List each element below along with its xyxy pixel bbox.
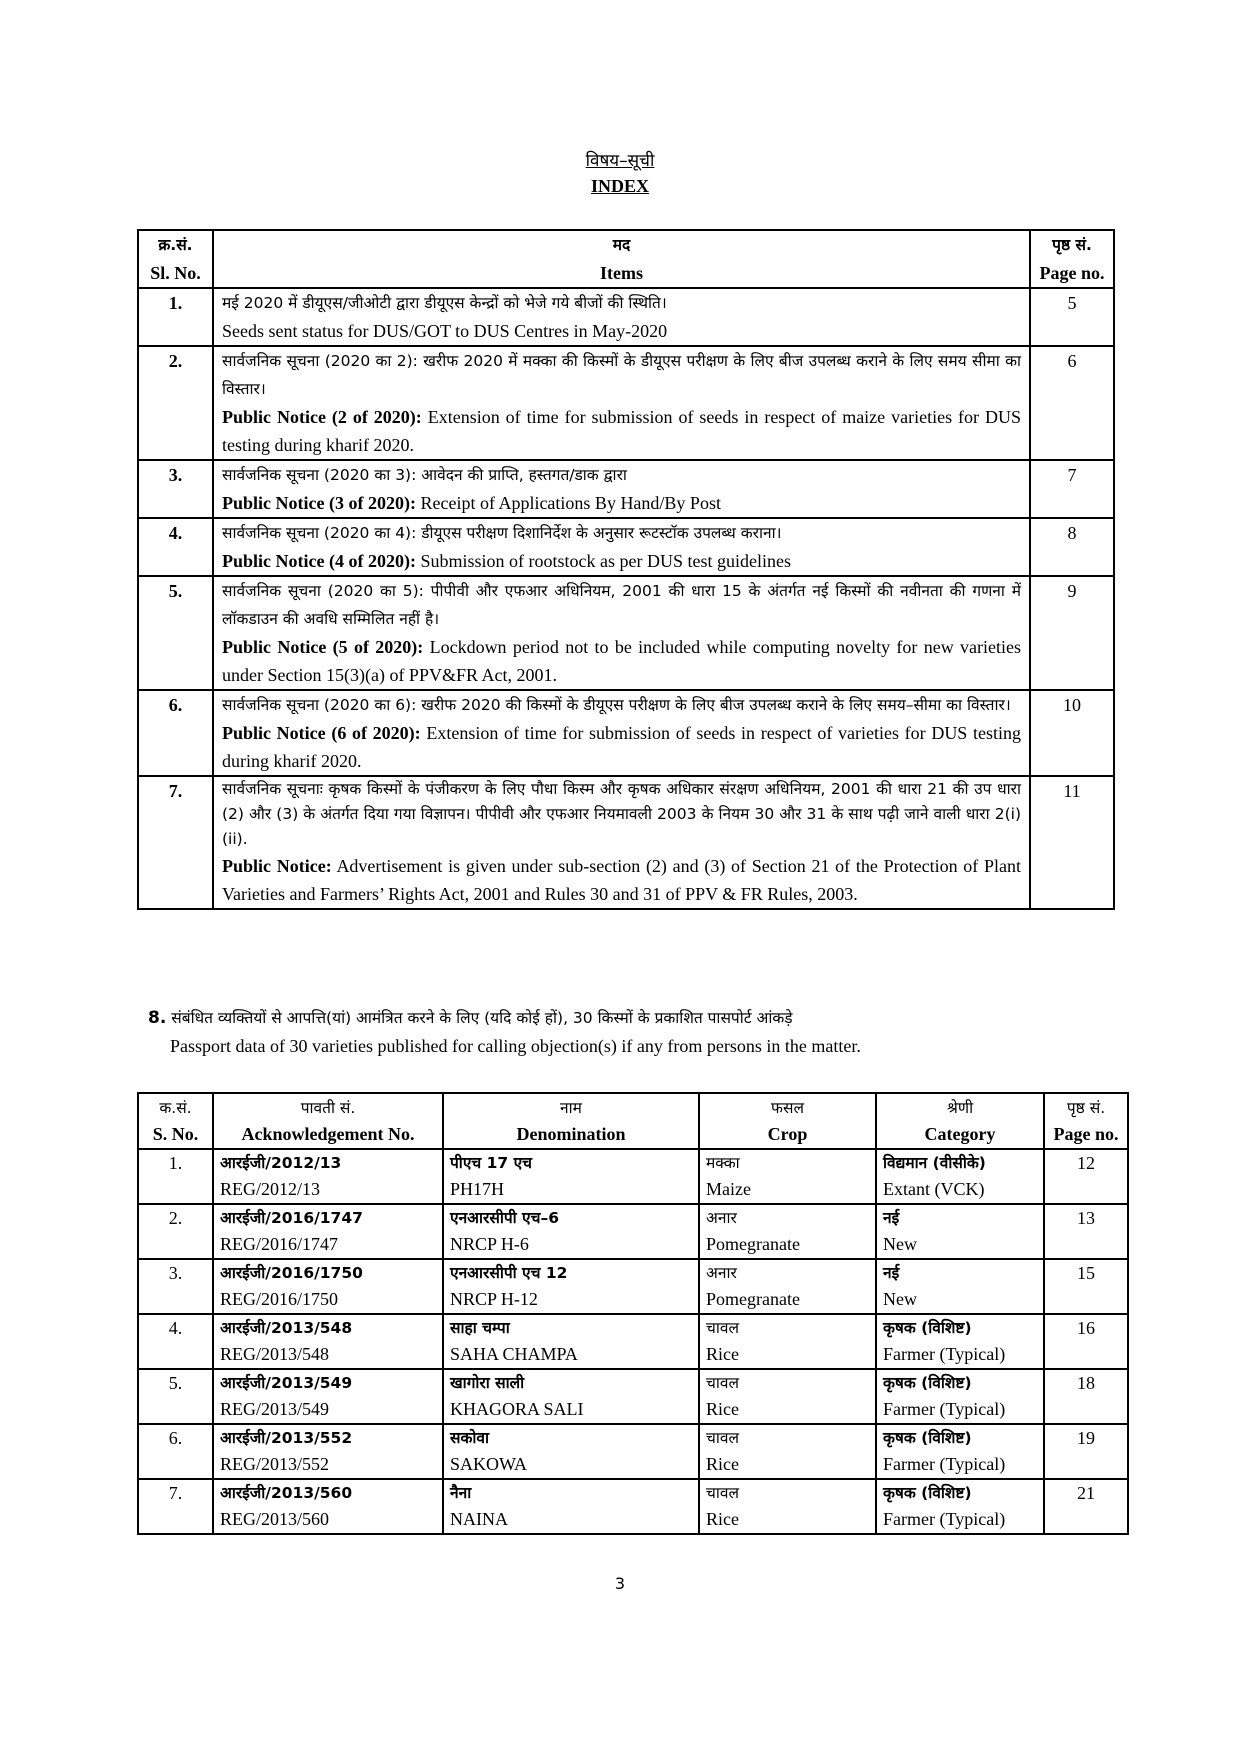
- acknowledgement-hindi: आरईजी/2016/1750: [220, 1264, 363, 1282]
- page-number: 3: [614, 1574, 626, 1593]
- section-8-number: 8.: [148, 1008, 167, 1028]
- index-row: [138, 776, 1114, 909]
- passport-row: [138, 1259, 1128, 1314]
- index-row: [138, 518, 1114, 576]
- header-sl-english: Sl. No.: [150, 263, 201, 283]
- category-hindi: कृषक (विशिष्ट): [883, 1429, 972, 1447]
- page-number-text: 15: [1077, 1263, 1095, 1283]
- item-english: Seeds sent status for DUS/GOT to DUS Centres in May-2020: [222, 321, 668, 341]
- page-number-cell: [1044, 1479, 1128, 1534]
- page-number-cell: [1044, 1149, 1128, 1204]
- page-number-cell: [1044, 1259, 1128, 1314]
- crop-cell: [699, 1424, 876, 1479]
- index-row: [138, 288, 1114, 346]
- crop-cell: [699, 1369, 876, 1424]
- acknowledgement-english: REG/2012/13: [220, 1179, 321, 1199]
- header-crop-hindi: फसल: [771, 1099, 804, 1117]
- acknowledgement-hindi: आरईजी/2013/548: [220, 1319, 353, 1337]
- denomination-english: SAHA CHAMPA: [450, 1344, 578, 1364]
- public-notice-label: Public Notice:: [222, 856, 332, 876]
- item-english: Receipt of Applications By Hand/By Post: [420, 493, 721, 513]
- passport-row: [138, 1479, 1128, 1534]
- category-english: Farmer (Typical): [883, 1399, 1006, 1419]
- passport-row: [138, 1424, 1128, 1479]
- crop-english: Rice: [706, 1454, 739, 1474]
- header-category: [876, 1093, 1044, 1149]
- item-english: Advertisement is given under sub-section (2) and (3) of Section 21 of the Protection of Plant Varieties and Farmers’ Rights Act, 2001 and Rules 30 and 31 of PPV & FR Rules, 2003.: [222, 856, 1022, 904]
- serial-number: 7.: [138, 776, 213, 909]
- item-english: Submission of rootstock as per DUS test guidelines: [420, 551, 791, 571]
- header-sl-hindi: क्र.सं.: [158, 236, 193, 254]
- header-page-hindi: पृष्ठ सं.: [1052, 236, 1092, 254]
- denomination-english: KHAGORA SALI: [450, 1399, 584, 1419]
- serial-number: [138, 1479, 213, 1534]
- item-cell: [213, 576, 1030, 690]
- header-items-english: Items: [600, 263, 643, 283]
- page-number-cell: 8: [1030, 518, 1114, 576]
- denomination-english: SAKOWA: [450, 1454, 528, 1474]
- acknowledgement-english: REG/2013/552: [220, 1454, 330, 1474]
- denomination-hindi: खागोरा साली: [450, 1374, 525, 1392]
- header-items-hindi: मद: [612, 236, 631, 254]
- denomination-english: NAINA: [450, 1509, 508, 1529]
- serial-number: [138, 1204, 213, 1259]
- item-cell: [213, 460, 1030, 518]
- denomination-english: PH17H: [450, 1179, 505, 1199]
- item-cell: [213, 518, 1030, 576]
- crop-hindi: चावल: [706, 1484, 739, 1502]
- denomination-cell: [443, 1424, 699, 1479]
- denomination-cell: [443, 1259, 699, 1314]
- header-denomination: [443, 1093, 699, 1149]
- header-page-no: [1044, 1093, 1128, 1149]
- page-number-cell: 6: [1030, 346, 1114, 460]
- item-english-line: [222, 719, 1021, 775]
- serial-number: [138, 1424, 213, 1479]
- serial-number-text: 2.: [168, 1208, 183, 1228]
- header-acknowledgement: [213, 1093, 443, 1149]
- public-notice-label: Public Notice (6 of 2020):: [222, 723, 421, 743]
- crop-cell: [699, 1314, 876, 1369]
- acknowledgement-english: REG/2013/560: [220, 1509, 330, 1529]
- public-notice-label: Public Notice (2 of 2020):: [222, 407, 422, 427]
- denomination-hindi: सकोवा: [450, 1429, 490, 1447]
- page-number-cell: [1044, 1424, 1128, 1479]
- category-cell: [876, 1259, 1044, 1314]
- denomination-hindi: एनआरसीपी एच–6: [450, 1209, 560, 1227]
- crop-hindi: मक्का: [706, 1154, 740, 1172]
- page-number-text: 18: [1077, 1373, 1095, 1393]
- header-sl-no: [138, 230, 213, 288]
- serial-number-text: 6.: [168, 1428, 183, 1448]
- header-s-no: [138, 1093, 213, 1149]
- category-hindi: नई: [883, 1264, 900, 1282]
- passport-data-table: [137, 1092, 1129, 1535]
- header-den-hindi: नाम: [560, 1099, 582, 1117]
- acknowledgement-hindi: आरईजी/2013/560: [220, 1484, 353, 1502]
- header-crop-english: Crop: [767, 1124, 808, 1144]
- page-number-text: 21: [1077, 1483, 1095, 1503]
- item-english-line: [222, 852, 1021, 908]
- header-sn-english: S. No.: [152, 1124, 199, 1144]
- acknowledgement-english: REG/2013/548: [220, 1344, 330, 1364]
- crop-hindi: चावल: [706, 1374, 739, 1392]
- item-cell: [213, 346, 1030, 460]
- section-8-english: Passport data of 30 varieties published for calling objection(s) if any from persons in the matter.: [170, 1036, 861, 1056]
- index-row: [138, 460, 1114, 518]
- page-number-cell: [1044, 1204, 1128, 1259]
- item-english: Extension of time for submission of seeds in respect of varieties for DUS testing during kharif 2020.: [222, 723, 1021, 771]
- denomination-hindi: पीएच 17 एच: [450, 1154, 533, 1172]
- category-cell: [876, 1204, 1044, 1259]
- crop-english: Rice: [706, 1399, 739, 1419]
- denomination-cell: [443, 1314, 699, 1369]
- header-cat-hindi: श्रेणी: [946, 1099, 974, 1117]
- item-english: Extension of time for submission of seeds in respect of maize varieties for DUS testing during kharif 2020.: [222, 407, 1021, 455]
- acknowledgement-cell: [213, 1204, 443, 1259]
- denomination-cell: [443, 1479, 699, 1534]
- page-number-cell: [1044, 1369, 1128, 1424]
- serial-number: 3.: [138, 460, 213, 518]
- acknowledgement-cell: [213, 1314, 443, 1369]
- crop-cell: [699, 1204, 876, 1259]
- denomination-hindi: नैना: [450, 1484, 472, 1502]
- category-english: Farmer (Typical): [883, 1509, 1006, 1529]
- acknowledgement-hindi: आरईजी/2016/1747: [220, 1209, 363, 1227]
- page-number-cell: 10: [1030, 690, 1114, 776]
- item-english-line: [222, 403, 1021, 459]
- category-cell: [876, 1479, 1044, 1534]
- passport-row: [138, 1369, 1128, 1424]
- header-cat-english: Category: [924, 1124, 996, 1144]
- category-cell: [876, 1369, 1044, 1424]
- acknowledgement-hindi: आरईजी/2013/549: [220, 1374, 353, 1392]
- crop-hindi: चावल: [706, 1429, 739, 1447]
- category-english: New: [883, 1289, 917, 1309]
- denomination-cell: [443, 1369, 699, 1424]
- item-cell: [213, 776, 1030, 909]
- category-english: Extant (VCK): [883, 1179, 985, 1199]
- page-number-text: 13: [1077, 1208, 1095, 1228]
- denomination-hindi: साहा चम्पा: [450, 1319, 510, 1337]
- crop-cell: [699, 1259, 876, 1314]
- serial-number: 1.: [138, 288, 213, 346]
- header-ack-hindi: पावती सं.: [300, 1099, 356, 1117]
- page-title-hindi: विषय–सूची: [585, 151, 655, 171]
- section-8-hindi-line: [148, 1003, 1128, 1033]
- category-english: New: [883, 1234, 917, 1254]
- passport-row: [138, 1204, 1128, 1259]
- page-number-text: 19: [1077, 1428, 1095, 1448]
- crop-english: Pomegranate: [706, 1234, 800, 1254]
- serial-number-text: 4.: [168, 1318, 183, 1338]
- denomination-cell: [443, 1204, 699, 1259]
- header-page-no: [1030, 230, 1114, 288]
- crop-english: Pomegranate: [706, 1289, 800, 1309]
- serial-number: 2.: [138, 346, 213, 460]
- item-hindi: सार्वजनिक सूचना (2020 का 4): डीयूएस परीक्षण दिशानिर्देश के अनुसार रूटस्टॉक उपलब्ध कराना।: [222, 524, 782, 542]
- category-cell: [876, 1424, 1044, 1479]
- page-number-cell: 5: [1030, 288, 1114, 346]
- crop-english: Maize: [706, 1179, 751, 1199]
- serial-number-text: 7.: [168, 1483, 183, 1503]
- item-cell: [213, 288, 1030, 346]
- serial-number: [138, 1369, 213, 1424]
- serial-number: 6.: [138, 690, 213, 776]
- page-number-text: 12: [1077, 1153, 1095, 1173]
- section-8-hindi: संबंधित व्यक्तियों से आपत्ति(यां) आमंत्रित करने के लिए (यदि कोई हों), 30 किस्मों के प्रकाशित पासपोर्ट आंकड़े: [171, 1009, 793, 1027]
- category-cell: [876, 1314, 1044, 1369]
- item-hindi: सार्वजनिक सूचना (2020 का 5): पीपीवी और एफआर अधिनियम, 2001 की धारा 15 के अंतर्गत नई किस्मों की नवीनता की गणना में लॉकडाउन की अवधि सम्मिलित नहीं है।: [222, 582, 1021, 628]
- index-table: [137, 229, 1115, 910]
- header-crop: [699, 1093, 876, 1149]
- crop-cell: [699, 1149, 876, 1204]
- public-notice-label: Public Notice (5 of 2020):: [222, 637, 424, 657]
- crop-hindi: चावल: [706, 1319, 739, 1337]
- item-english: Lockdown period not to be included while computing novelty for new varieties under Section 15(3)(a) of PPV&FR Act, 2001.: [222, 637, 1021, 685]
- serial-number: [138, 1314, 213, 1369]
- acknowledgement-hindi: आरईजी/2013/552: [220, 1429, 353, 1447]
- index-row: [138, 576, 1114, 690]
- category-hindi: विद्यमान (वीसीके): [883, 1154, 986, 1172]
- index-table-header: [138, 230, 1114, 288]
- category-hindi: कृषक (विशिष्ट): [883, 1484, 972, 1502]
- public-notice-label: Public Notice (4 of 2020):: [222, 551, 416, 571]
- category-english: Farmer (Typical): [883, 1454, 1006, 1474]
- page-number-cell: 9: [1030, 576, 1114, 690]
- passport-table-header: [138, 1093, 1128, 1149]
- item-english-line: [222, 633, 1021, 689]
- serial-number: [138, 1259, 213, 1314]
- acknowledgement-cell: [213, 1424, 443, 1479]
- serial-number: [138, 1149, 213, 1204]
- passport-row: [138, 1149, 1128, 1204]
- acknowledgement-english: REG/2013/549: [220, 1399, 330, 1419]
- page-number-cell: 7: [1030, 460, 1114, 518]
- header-ack-english: Acknowledgement No.: [241, 1124, 415, 1144]
- item-hindi: मई 2020 में डीयूएस/जीओटी द्वारा डीयूएस केन्द्रों को भेजे गये बीजों की स्थिति।: [222, 294, 667, 312]
- crop-hindi: अनार: [706, 1264, 737, 1282]
- header-items: [213, 230, 1030, 288]
- denomination-hindi: एनआरसीपी एच 12: [450, 1264, 568, 1282]
- header-pg-hindi: पृष्ठ सं.: [1066, 1099, 1106, 1117]
- serial-number: 4.: [138, 518, 213, 576]
- acknowledgement-cell: [213, 1479, 443, 1534]
- serial-number-text: 3.: [168, 1263, 183, 1283]
- header-pg-english: Page no.: [1053, 1124, 1119, 1144]
- item-english-line: [222, 547, 1021, 575]
- acknowledgement-cell: [213, 1149, 443, 1204]
- acknowledgement-hindi: आरईजी/2012/13: [220, 1154, 342, 1172]
- denomination-english: NRCP H-6: [450, 1234, 529, 1254]
- header-den-english: Denomination: [516, 1124, 626, 1144]
- page-number-cell: [1044, 1314, 1128, 1369]
- category-english: Farmer (Typical): [883, 1344, 1006, 1364]
- category-cell: [876, 1149, 1044, 1204]
- item-hindi: सार्वजनिक सूचना (2020 का 3): आवेदन की प्राप्ति, हस्तगत/डाक द्वारा: [222, 466, 627, 484]
- category-hindi: कृषक (विशिष्ट): [883, 1319, 972, 1337]
- acknowledgement-english: REG/2016/1747: [220, 1234, 339, 1254]
- denomination-cell: [443, 1149, 699, 1204]
- header-page-english: Page no.: [1039, 263, 1105, 283]
- crop-cell: [699, 1479, 876, 1534]
- index-row: [138, 690, 1114, 776]
- page-number-text: 16: [1077, 1318, 1095, 1338]
- acknowledgement-english: REG/2016/1750: [220, 1289, 339, 1309]
- serial-number-text: 5.: [168, 1373, 183, 1393]
- section-8-heading: [148, 1003, 1128, 1059]
- crop-english: Rice: [706, 1509, 739, 1529]
- page-title-block: [0, 148, 1240, 198]
- item-cell: [213, 690, 1030, 776]
- index-row: [138, 346, 1114, 460]
- item-hindi: सार्वजनिक सूचना (2020 का 2): खरीफ 2020 में मक्का की किस्मों के डीयूएस परीक्षण के लिए बीज उपलब्ध कराने के लिए समय सीमा का विस्तार।: [222, 352, 1021, 398]
- item-hindi: सार्वजनिक सूचना (2020 का 6): खरीफ 2020 की किस्मों के डीयूएस परीक्षण के लिए बीज उपलब्ध कराने के लिए समय–सीमा का विस्तार।: [222, 696, 1011, 714]
- serial-number: 5.: [138, 576, 213, 690]
- denomination-english: NRCP H-12: [450, 1289, 538, 1309]
- header-sn-hindi: क.सं.: [159, 1099, 192, 1117]
- public-notice-label: Public Notice (3 of 2020):: [222, 493, 416, 513]
- crop-english: Rice: [706, 1344, 739, 1364]
- crop-hindi: अनार: [706, 1209, 737, 1227]
- serial-number-text: 1.: [168, 1153, 183, 1173]
- page-title-english: INDEX: [590, 176, 649, 196]
- acknowledgement-cell: [213, 1259, 443, 1314]
- passport-row: [138, 1314, 1128, 1369]
- category-hindi: कृषक (विशिष्ट): [883, 1374, 972, 1392]
- item-english-line: [222, 489, 1021, 517]
- acknowledgement-cell: [213, 1369, 443, 1424]
- page-number-cell: 11: [1030, 776, 1114, 909]
- item-hindi: सार्वजनिक सूचनाः कृषक किस्मों के पंजीकरण के लिए पौधा किस्म और कृषक अधिकार संरक्षण अधिनियम, 2001 की धारा 21 की उप धारा (2) और (3) के अंतर्गत दिया गया विज्ञापन। पीपीवी और एफआर नियमावली 2003 के नियम 30 और 31 के साथ पढ़ी जाने वाली धारा 2(i)(ii).: [222, 780, 1021, 848]
- category-hindi: नई: [883, 1209, 900, 1227]
